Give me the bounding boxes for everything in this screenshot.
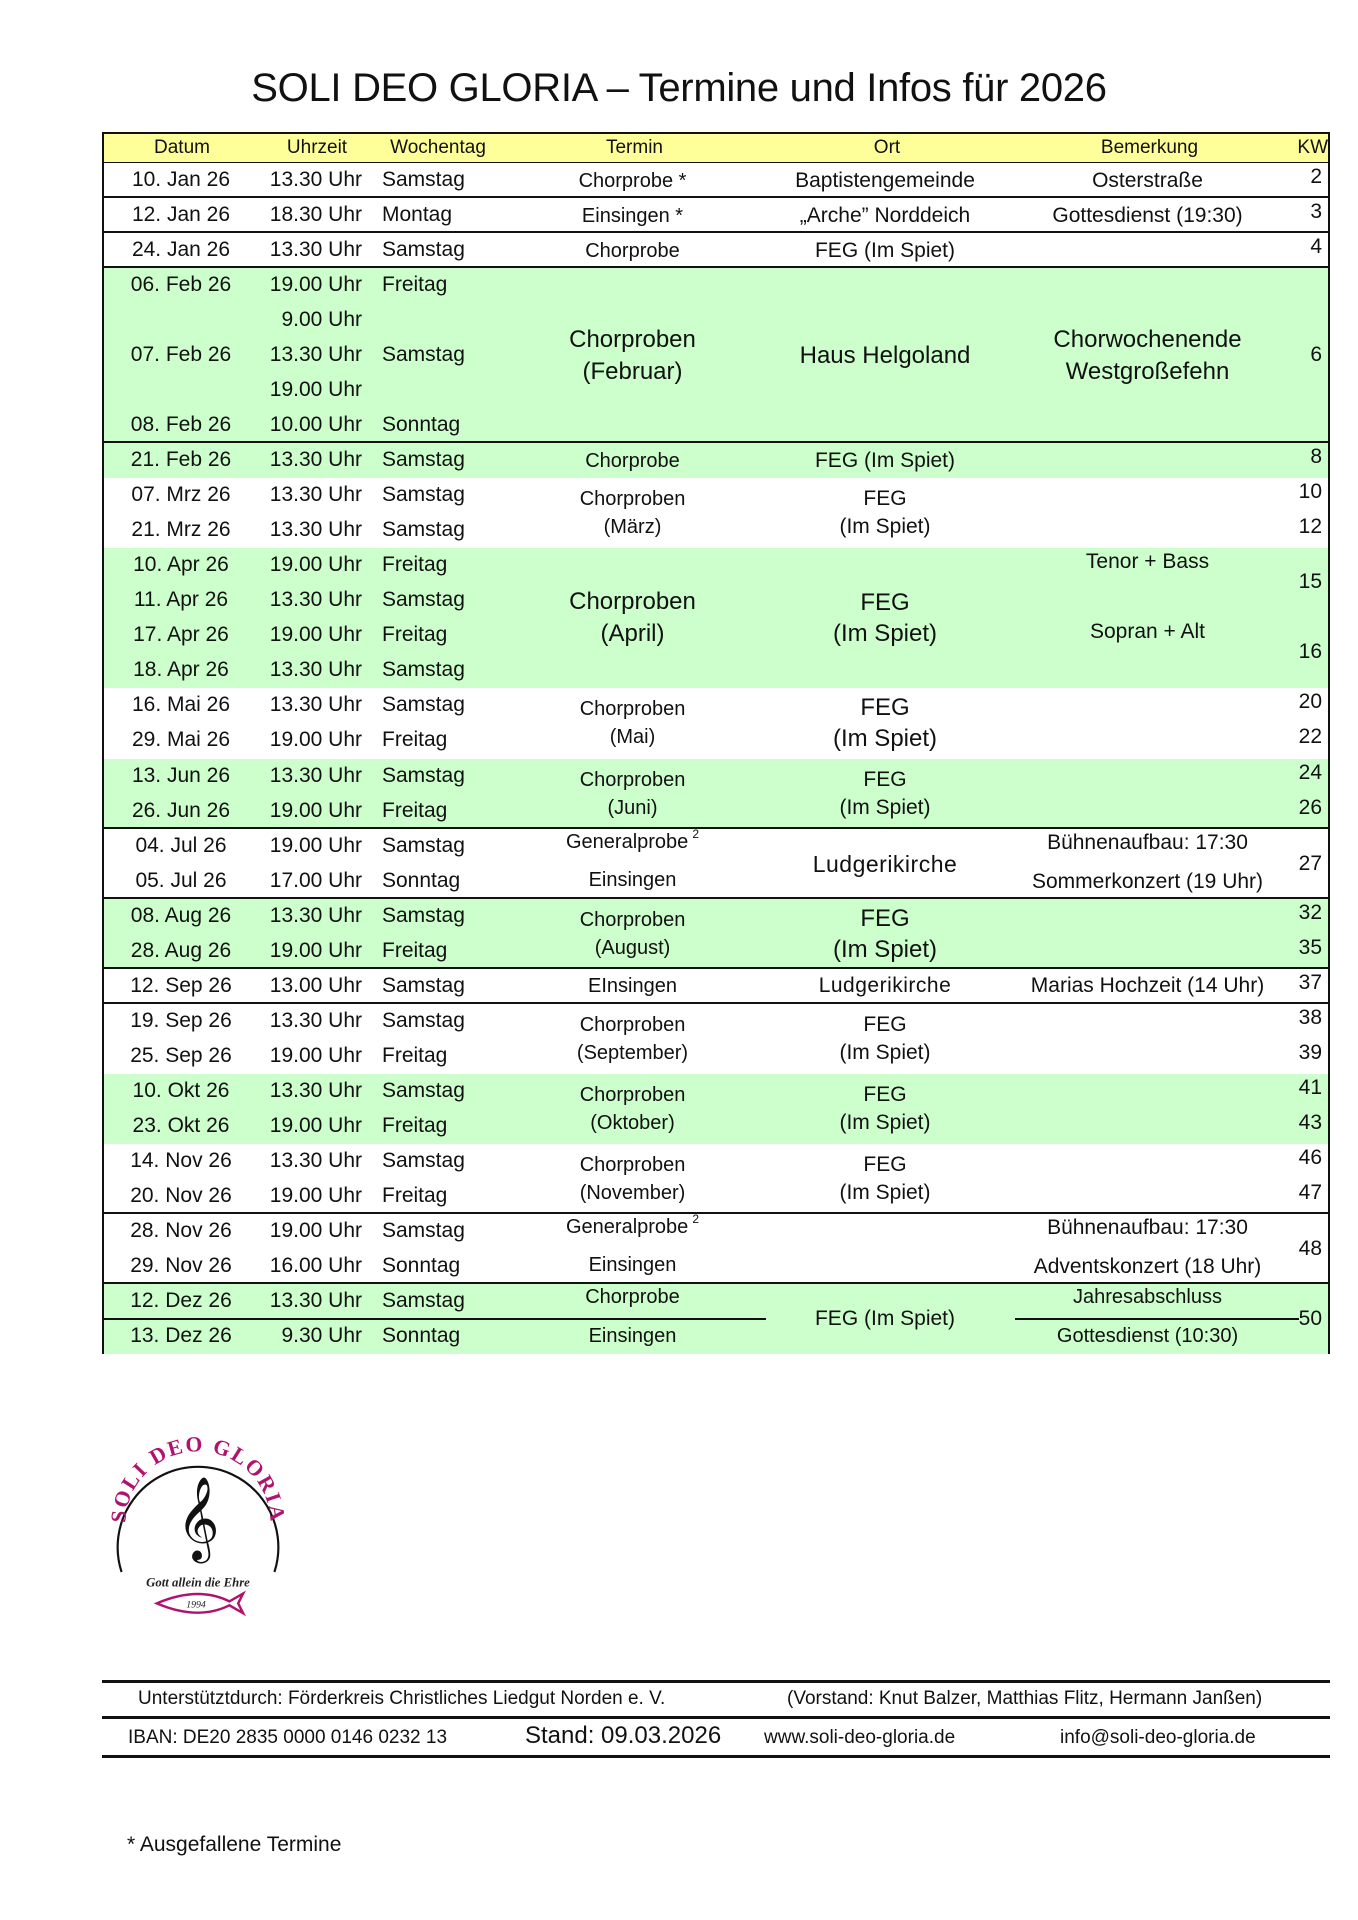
weekday-cell: Samstag <box>382 448 465 472</box>
ort-cell-line: FEG <box>860 589 910 617</box>
table-row-group <box>104 1282 1328 1354</box>
time-cell: 17.00 Uhr <box>269 868 362 892</box>
table-row-group <box>104 478 1328 548</box>
termin-cell <box>495 1074 770 1144</box>
date-cell: 10. Jan 26 <box>131 168 231 191</box>
date-cell: 29. Nov 26 <box>130 1253 232 1277</box>
bemerkung-cell: Bühnenaufbau: 17:30 <box>1047 830 1248 854</box>
kw-cell: 32 <box>1298 900 1322 924</box>
ort-cell <box>770 198 1000 233</box>
date-cell: 18. Apr 26 <box>133 658 229 682</box>
termin-cell-line: (Oktober) <box>590 1111 675 1134</box>
termin-cell: Einsingen <box>588 868 677 891</box>
termin-cell <box>495 478 770 548</box>
termin-cell: Generalprobe $^2$ <box>566 826 699 853</box>
date-cell: 04. Jul 26 <box>135 833 227 857</box>
date-cell: 07. Mrz 26 <box>131 483 231 507</box>
row-separator <box>104 1318 766 1320</box>
date-cell: 10. Okt 26 <box>132 1078 230 1102</box>
ort-cell <box>770 899 1000 969</box>
kw-cell: 4 <box>1310 235 1322 259</box>
ort-cell-line: (Im Spiet) <box>832 725 937 753</box>
time-cell: 19.00 Uhr <box>269 728 362 752</box>
ort-cell-line: Ludgerikirche <box>818 974 952 998</box>
date-cell: 12. Jan 26 <box>131 203 231 227</box>
weekday-cell: Samstag <box>382 343 465 367</box>
weekday-cell: Freitag <box>382 798 448 822</box>
date-cell: 07. Feb 26 <box>130 343 232 367</box>
ort-cell-line: „Arche” Norddeich <box>799 203 971 227</box>
kw-cell: 26 <box>1298 795 1322 819</box>
termin-cell-line: Chorproben <box>579 768 686 791</box>
header-ort: Ort <box>873 137 901 158</box>
bemerkung-separator <box>1015 1318 1299 1320</box>
termin-cell-line: Einsingen * <box>581 204 684 227</box>
footer-rule-bottom <box>102 1755 1330 1758</box>
kw-cell: 27 <box>1298 851 1322 875</box>
termin-cell-line: Chorprobe * <box>578 169 687 192</box>
bemerkung-cell: Tenor + Bass <box>1085 550 1210 574</box>
time-cell: 13.30 Uhr <box>269 763 362 787</box>
ort-cell <box>770 1074 1000 1144</box>
ort-cell-line: (Im Spiet) <box>839 1180 931 1204</box>
footnote: * Ausgefallene Termine <box>127 1833 342 1856</box>
ort-cell <box>770 1284 1000 1354</box>
footnote-marker: 2 <box>692 1211 699 1226</box>
header-termin: Termin <box>605 137 663 158</box>
table-row-group <box>104 688 1328 758</box>
termin-cell-line: Chorproben <box>579 908 686 931</box>
time-cell: 13.30 Uhr <box>269 343 362 367</box>
bemerkung-cell <box>1000 268 1295 443</box>
table-row-group <box>104 231 1328 268</box>
ort-cell-line: Haus Helgoland <box>799 342 971 370</box>
weekday-cell: Samstag <box>382 1218 465 1242</box>
kw-cell: 39 <box>1298 1040 1322 1064</box>
time-cell: 18.30 Uhr <box>269 203 362 227</box>
termin-cell-line: (September) <box>576 1041 689 1064</box>
treble-clef-icon: 𝄞 <box>176 1476 220 1561</box>
footnote-marker: 2 <box>692 826 699 841</box>
time-cell: 13.30 Uhr <box>269 448 362 472</box>
ort-cell-line: FEG (Im Spiet) <box>814 448 956 472</box>
time-cell: 13.30 Uhr <box>269 588 362 612</box>
ort-cell <box>770 478 1000 548</box>
weekday-cell: Freitag <box>382 1183 448 1207</box>
ort-cell-line: Baptistengemeinde <box>795 168 975 192</box>
ort-cell <box>770 233 1000 268</box>
footer-rule-top <box>102 1680 1330 1683</box>
date-cell: 28. Aug 26 <box>130 938 232 962</box>
bemerkung-cell: Sommerkonzert (19 Uhr) <box>1031 869 1264 893</box>
date-cell: 21. Mrz 26 <box>131 518 231 542</box>
date-cell: 12. Sep 26 <box>130 973 232 997</box>
kw-cell: 46 <box>1298 1145 1322 1169</box>
ort-cell-line: FEG <box>863 487 907 511</box>
header-uhrzeit: Uhrzeit <box>286 137 348 158</box>
iban-text: IBAN: DE20 2835 0000 0146 0232 13 <box>128 1727 448 1748</box>
time-cell: 19.00 Uhr <box>269 798 362 822</box>
kw-cell: 6 <box>1310 342 1322 366</box>
ort-cell-line: (Im Spiet) <box>839 1110 931 1134</box>
date-cell: 08. Feb 26 <box>130 413 232 437</box>
termin-cell: Einsingen <box>588 1253 677 1276</box>
termin-cell-line: Chorproben <box>569 325 696 353</box>
date-cell: 11. Apr 26 <box>133 588 229 612</box>
termin-cell: Chorprobe <box>585 1285 680 1308</box>
weekday-cell: Samstag <box>382 658 465 682</box>
weekday-cell: Samstag <box>382 1078 465 1102</box>
weekday-cell: Samstag <box>382 518 465 542</box>
kw-cell: 24 <box>1298 760 1322 784</box>
time-cell: 13.30 Uhr <box>269 1288 362 1312</box>
weekday-cell: Freitag <box>382 728 448 752</box>
email-link[interactable]: info@soli-deo-gloria.de <box>1060 1727 1256 1748</box>
weekday-cell: Samstag <box>382 238 465 262</box>
table-row-group <box>104 1212 1328 1284</box>
kw-cell: 20 <box>1298 690 1322 714</box>
stand-date: Stand: 09.03.2026 <box>525 1722 722 1749</box>
date-cell: 08. Aug 26 <box>130 903 232 927</box>
weekday-cell: Sonntag <box>382 868 461 892</box>
date-cell: 13. Dez 26 <box>130 1323 232 1347</box>
ort-cell <box>770 969 1000 1004</box>
kw-cell: 22 <box>1298 725 1322 749</box>
date-cell: 14. Nov 26 <box>130 1148 232 1172</box>
time-cell: 13.30 Uhr <box>269 518 362 542</box>
time-cell: 13.30 Uhr <box>269 483 362 507</box>
termin-cell-line: (April) <box>600 620 665 648</box>
kw-cell: 12 <box>1298 515 1322 539</box>
kw-cell: 37 <box>1298 970 1322 994</box>
ort-cell-line: FEG <box>863 1152 907 1176</box>
kw-cell: 48 <box>1298 1236 1322 1260</box>
kw-cell: 8 <box>1310 445 1322 469</box>
termin-cell <box>495 1004 770 1074</box>
supported-by-text: Unterstütztdurch: Förderkreis Christliches Liedgut Norden e. V. <box>138 1688 666 1709</box>
table-row-group <box>104 548 1328 688</box>
termin-cell: Einsingen <box>588 1324 677 1347</box>
ort-cell-line: (Im Spiet) <box>839 515 931 539</box>
termin-cell <box>495 163 770 198</box>
termin-cell-line: (März) <box>603 516 662 539</box>
weekday-cell: Samstag <box>382 973 465 997</box>
weekday-cell: Freitag <box>382 623 448 647</box>
termin-cell <box>495 1144 770 1214</box>
board-text: (Vorstand: Knut Balzer, Matthias Flitz, Hermann Janßen) <box>787 1688 1263 1709</box>
time-cell: 13.30 Uhr <box>269 168 362 191</box>
kw-cell: 16 <box>1298 640 1322 664</box>
termin-cell <box>495 759 770 829</box>
weekday-cell: Samstag <box>382 168 465 191</box>
header-wochentag: Wochentag <box>390 137 486 158</box>
termin-cell <box>495 688 770 758</box>
kw-cell: 3 <box>1310 200 1322 224</box>
date-cell: 26. Jun 26 <box>131 798 231 822</box>
ort-cell <box>770 1144 1000 1214</box>
bemerkung-cell-line: Westgroßefehn <box>1065 357 1230 385</box>
kw-cell: 38 <box>1298 1005 1322 1029</box>
table-row-group <box>104 827 1328 899</box>
time-cell: 19.00 Uhr <box>269 1113 362 1137</box>
footer-rule-middle <box>102 1716 1330 1719</box>
ort-cell-line: FEG (Im Spiet) <box>814 1306 956 1330</box>
bemerkung-cell-line: Osterstraße <box>1092 168 1203 192</box>
website-link[interactable]: www.soli-deo-gloria.de <box>764 1727 956 1748</box>
termin-cell-line: (Mai) <box>609 726 656 749</box>
termin-cell-line: Chorprobe <box>585 239 680 262</box>
termin-cell-line: Chorprobe <box>585 449 680 472</box>
ort-cell-line: Ludgerikirche <box>812 850 958 877</box>
bemerkung-cell: Jahresabschluss <box>1073 1285 1222 1308</box>
bemerkung-cell: Adventskonzert (18 Uhr) <box>1033 1254 1262 1278</box>
weekday-cell: Freitag <box>382 553 448 577</box>
termin-cell-line: Chorproben <box>579 1083 686 1106</box>
ort-cell-line: FEG <box>863 767 907 791</box>
termin-cell-line: Chorproben <box>579 1153 686 1176</box>
time-cell: 13.30 Uhr <box>269 238 362 262</box>
date-cell: 23. Okt 26 <box>132 1113 230 1137</box>
date-cell: 25. Sep 26 <box>130 1043 232 1067</box>
weekday-cell: Samstag <box>382 833 465 857</box>
ort-cell-line: FEG <box>860 904 910 932</box>
time-cell: 13.00 Uhr <box>269 973 362 997</box>
weekday-cell: Samstag <box>382 1008 465 1032</box>
weekday-cell: Freitag <box>382 1043 448 1067</box>
kw-cell: 41 <box>1298 1075 1322 1099</box>
date-cell: 21. Feb 26 <box>130 448 232 472</box>
date-cell: 06. Feb 26 <box>130 273 232 297</box>
ort-cell-line: FEG <box>863 1012 907 1036</box>
time-cell: 19.00 Uhr <box>269 623 362 647</box>
table-row-group <box>104 196 1328 233</box>
ort-cell <box>770 268 1000 443</box>
time-cell: 13.30 Uhr <box>269 658 362 682</box>
time-cell: 19.00 Uhr <box>269 938 362 962</box>
termin-cell <box>495 969 770 1004</box>
table-row-group <box>104 759 1328 829</box>
termin-cell-line: (August) <box>594 936 671 959</box>
kw-cell: 15 <box>1298 570 1322 594</box>
table-row-group <box>104 266 1328 443</box>
ort-cell <box>770 759 1000 829</box>
bemerkung-cell: Gottesdienst (10:30) <box>1056 1324 1239 1347</box>
ort-cell-line: (Im Spiet) <box>839 1040 931 1064</box>
choir-logo <box>100 1425 296 1621</box>
ort-cell <box>770 688 1000 758</box>
bemerkung-cell-line: Chorwochenende <box>1053 325 1242 353</box>
table-row-group <box>104 1074 1328 1144</box>
bemerkung-cell: Sopran + Alt <box>1090 620 1205 644</box>
table-row-group <box>104 1002 1328 1074</box>
termin-cell-line: Chorproben <box>579 1013 686 1036</box>
termin-cell-line: EInsingen <box>588 975 677 998</box>
time-cell: 19.00 Uhr <box>269 1043 362 1067</box>
weekday-cell: Sonntag <box>382 1253 461 1277</box>
bemerkung-cell-line: Gottesdienst (19:30) <box>1052 203 1243 227</box>
time-cell: 19.00 Uhr <box>269 378 362 402</box>
kw-cell: 47 <box>1298 1180 1322 1204</box>
weekday-cell: Samstag <box>382 588 465 612</box>
termin-cell-line: (November) <box>579 1181 686 1204</box>
weekday-cell: Samstag <box>382 903 465 927</box>
termin-cell <box>495 268 770 443</box>
bemerkung-cell-line: Marias Hochzeit (14 Uhr) <box>1030 974 1265 998</box>
ort-cell <box>770 1004 1000 1074</box>
termin-cell: Generalprobe $^2$ <box>566 1211 699 1238</box>
weekday-cell: Samstag <box>382 483 465 507</box>
kw-cell: 2 <box>1310 165 1322 188</box>
termin-cell <box>495 198 770 233</box>
header-kw: KW <box>1297 137 1328 158</box>
time-cell: 9.00 Uhr <box>281 308 362 332</box>
date-cell: 24. Jan 26 <box>131 238 231 262</box>
time-cell: 19.00 Uhr <box>269 553 362 577</box>
time-cell: 19.00 Uhr <box>269 1218 362 1242</box>
ort-cell-line: (Im Spiet) <box>832 935 937 963</box>
date-cell: 12. Dez 26 <box>130 1288 232 1312</box>
time-cell: 19.00 Uhr <box>269 833 362 857</box>
bemerkung-cell <box>1000 163 1295 198</box>
termin-cell <box>495 233 770 268</box>
time-cell: 19.00 Uhr <box>269 273 362 297</box>
table-row-group <box>104 1144 1328 1214</box>
ort-cell <box>770 829 1000 899</box>
termin-cell <box>495 548 770 688</box>
logo-year: 1994 <box>186 1599 206 1611</box>
weekday-cell: Samstag <box>382 1148 465 1172</box>
time-cell: 13.30 Uhr <box>269 903 362 927</box>
ort-cell-line: FEG <box>860 694 910 722</box>
table-row-group <box>104 163 1328 198</box>
date-cell: 19. Sep 26 <box>130 1008 232 1032</box>
weekday-cell: Samstag <box>382 693 465 717</box>
time-cell: 13.30 Uhr <box>269 1008 362 1032</box>
kw-cell: 10 <box>1298 480 1322 504</box>
table-row-group <box>104 967 1328 1004</box>
weekday-cell: Samstag <box>382 763 465 787</box>
time-cell: 13.30 Uhr <box>269 1078 362 1102</box>
kw-cell: 43 <box>1298 1110 1322 1134</box>
page-title: SOLI DEO GLORIA – Termine und Infos für 2026 <box>251 66 1107 110</box>
termin-cell <box>495 899 770 969</box>
termin-cell-line: (Februar) <box>582 357 683 385</box>
bemerkung-cell <box>1000 198 1295 233</box>
weekday-cell: Montag <box>382 203 453 227</box>
time-cell: 16.00 Uhr <box>269 1253 362 1277</box>
date-cell: 29. Mai 26 <box>131 728 231 752</box>
time-cell: 13.30 Uhr <box>269 693 362 717</box>
schedule-table <box>102 132 1330 1354</box>
weekday-cell: Freitag <box>382 273 448 297</box>
date-cell: 16. Mai 26 <box>131 693 231 717</box>
table-header <box>104 134 1328 164</box>
weekday-cell: Freitag <box>382 938 448 962</box>
ort-cell-line: (Im Spiet) <box>832 620 937 648</box>
weekday-cell: Freitag <box>382 1113 448 1137</box>
kw-cell: 35 <box>1298 935 1322 959</box>
weekday-cell: Samstag <box>382 1288 465 1312</box>
date-cell: 05. Jul 26 <box>135 868 227 892</box>
time-cell: 13.30 Uhr <box>269 1148 362 1172</box>
logo-arc-text: SOLI DEO GLORIA <box>106 1432 290 1524</box>
termin-cell-line: Chorproben <box>569 588 696 616</box>
date-cell: 13. Jun 26 <box>131 763 231 787</box>
ort-cell-line: (Im Spiet) <box>839 795 931 819</box>
date-cell: 28. Nov 26 <box>130 1218 232 1242</box>
header-bemerkung: Bemerkung <box>1100 137 1199 158</box>
time-cell: 10.00 Uhr <box>269 413 362 437</box>
ort-cell-line: FEG (Im Spiet) <box>814 238 956 262</box>
termin-cell-line: (Juni) <box>607 796 658 819</box>
header-datum: Datum <box>154 137 210 158</box>
logo-motto: Gott allein die Ehre <box>146 1575 250 1590</box>
date-cell: 10. Apr 26 <box>133 553 229 577</box>
ort-cell <box>770 548 1000 688</box>
ort-cell <box>770 443 1000 478</box>
weekday-cell: Sonntag <box>382 413 461 437</box>
time-cell: 9.30 Uhr <box>281 1323 362 1347</box>
ort-cell <box>770 163 1000 198</box>
date-cell: 17. Apr 26 <box>133 623 229 647</box>
weekday-cell: Sonntag <box>382 1323 461 1347</box>
ort-cell-line: FEG <box>863 1082 907 1106</box>
kw-cell: 50 <box>1298 1306 1322 1330</box>
table-row-group <box>104 897 1328 969</box>
time-cell: 19.00 Uhr <box>269 1183 362 1207</box>
date-cell: 20. Nov 26 <box>130 1183 232 1207</box>
termin-cell <box>495 443 770 478</box>
bemerkung-cell: Bühnenaufbau: 17:30 <box>1047 1215 1248 1239</box>
table-row-group <box>104 441 1328 478</box>
bemerkung-cell <box>1000 969 1295 1004</box>
termin-cell-line: Chorproben <box>579 488 686 511</box>
termin-cell-line: Chorproben <box>579 698 686 721</box>
